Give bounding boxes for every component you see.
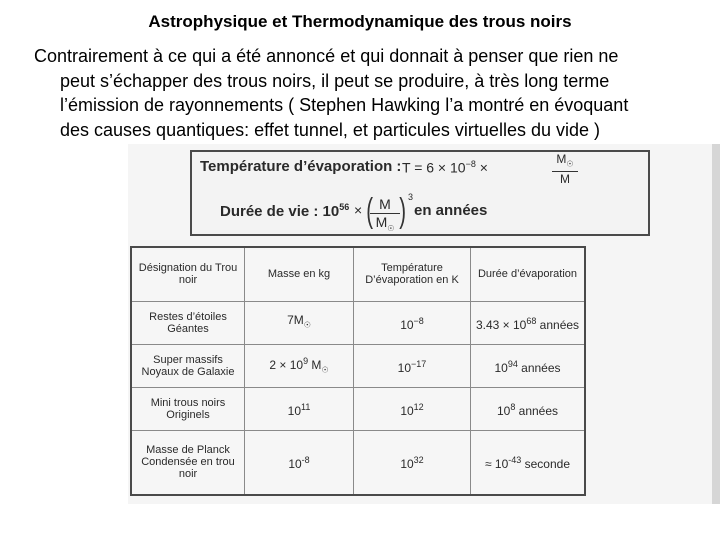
temperature-expression: $T = 6 \times 10^{-8}$ × <box>402 159 488 176</box>
intro-line: des causes quantiques: effet tunnel, et particules virtuelles du vide ) <box>60 119 600 140</box>
table-row <box>131 301 585 344</box>
intro-paragraph <box>34 44 694 142</box>
lifetime-times: × <box>354 202 363 218</box>
header-designation: Désignation du Trou noir <box>131 247 245 301</box>
left-paren: ( <box>366 192 374 230</box>
intro-line: peut s’échapper des trous noirs, il peut se produire, à très long terme <box>60 70 610 91</box>
cell-duration: ≈ $10^{-43}$ seconde <box>471 430 586 495</box>
table-header-row <box>131 247 585 301</box>
cell-duration: $10^{94}$ années <box>471 344 586 387</box>
cell-temperature: $10^{-17}$ <box>354 344 471 387</box>
cell-duration: $3.43 \times 10^{68}$ années <box>471 301 586 344</box>
scan-edge <box>712 144 720 504</box>
temperature-label: Température d’évaporation : <box>200 158 402 175</box>
cell-mass: $7M_☉$ <box>245 301 354 344</box>
cell-designation: Restes d’étoiles Géantes <box>131 301 245 344</box>
cell-designation: Mini trous noirs Originels <box>131 387 245 430</box>
table-row <box>131 430 585 495</box>
intro-line: l’émission de rayonnements ( Stephen Hawking l’a montré en évoquant <box>60 95 629 115</box>
scanned-figure <box>128 144 720 504</box>
lifetime-power: 3 <box>408 192 414 202</box>
intro-line: Contrairement à ce qui a été annoncé et qui donnait à penser que rien ne <box>34 46 619 66</box>
cell-designation: Super massifs Noyaux de Galaxie <box>131 344 245 387</box>
cell-mass: $2 \times 10^9$ $M_☉$ <box>245 344 354 387</box>
header-duration: Durée d’évaporation <box>471 247 586 301</box>
lifetime-label: Durée de vie : $10^{56}$ <box>220 202 350 220</box>
cell-temperature: $10^{32}$ <box>354 430 471 495</box>
temperature-fraction: $M_☉$ M <box>552 152 578 186</box>
cell-duration: $10^8$ années <box>471 387 586 430</box>
lifetime-unit: en années <box>414 202 488 219</box>
header-mass: Masse en kg <box>245 247 354 301</box>
page-title: Astrophysique et Thermodynamique des trous noirs <box>148 12 572 31</box>
header-temperature: Température D’évaporation en K <box>354 247 471 301</box>
cell-mass: $10^{-8}$ <box>245 430 354 495</box>
cell-mass: $10^{11}$ <box>245 387 354 430</box>
cell-temperature: $10^{-8}$ <box>354 301 471 344</box>
right-paren: ) <box>399 192 407 230</box>
formula-box <box>190 150 650 236</box>
table-row <box>131 387 585 430</box>
table-row <box>131 344 585 387</box>
cell-designation: Masse de Planck Condensée en trou noir <box>131 430 245 495</box>
lifetime-fraction: M $M_☉$ <box>370 196 400 237</box>
cell-temperature: $10^{12}$ <box>354 387 471 430</box>
black-hole-table <box>130 246 586 496</box>
